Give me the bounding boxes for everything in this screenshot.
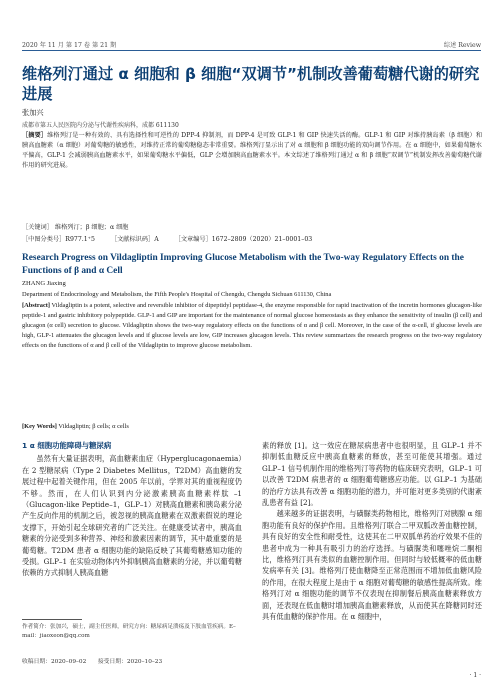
abstract [22, 131, 482, 221]
english-title: Research Progress on Vildagliptin Improving Glucose Metabolism with the Two-way Regulatory Effects on the Functions of β and α Cell [22, 253, 464, 276]
author-footnote: 作者简介：张加兴，硕士，副主任医师，研究方向：糖尿病足溃疡及下肢血管疾病。E–mail：jiaoxeon@qq.com [22, 624, 236, 639]
clc-number: ［中图分类号］R977.1⁺5 [22, 236, 95, 243]
footnote-rule [22, 619, 82, 620]
english-affiliation: Department of Endocrinology and Metabolism, the Fifth People's Hospital of Chengdu, Chengdu Sichuan 611130, China [22, 291, 332, 298]
article-type: 综述 Review [443, 42, 481, 49]
section-heading: 1 α 细胞功能障碍与糖尿病 [22, 441, 112, 450]
body-paragraph: 素的释放 [1]。这一效应在糖尿病患者中也很明显，且 GLP–1 并不抑制低血糖反应中胰高血糖素的释放，甚至可能使其增强。通过 GLP–1 信号机制作用的维格列汀等药物的临床研究表明，GLP–1 可以改善 T2DM 病患者的 α 细胞葡萄糖感应功能。以 GLP–1 为基础的治疗方法具有改善 α 细胞功能的潜力，并可能对更多类别的代谢紊乱患者有益 [2]。 越来越多的证据表明，与磺脲类药物相比，维格列汀对胰腺 α 细胞功能有良好的保护作用。且维格列汀联合二甲双胍改善血糖控制，具有良好的安全性和耐受性，这使其在二甲双胍单药治疗效果不佳的患者中成为一种具有吸引力的治疗选择。与磺脲类和噻唑烷二酮相比，维格列汀具有类似的血糖控制作用。但同时与较低概率的低血糖发病率有关 [3]。维格列汀使血糖降至正常范围而不增加低血糖风险的作用，在很大程度上是由于 α 细胞对葡萄糖的敏感性提高所致。维格列汀对 α 细胞功能的调节不仅表现在抑制餐后胰高血糖素释放方面，还表现在低血糖时增加胰高血糖素释放，从而使其在降糖同时还具有低血糖的保护作用。在 α 细胞中， [262, 441, 482, 622]
english-abstract-text: Vildagliptin is a potent, selective and reversible inhibitor of dipeptidyl peptidase-4, the enzyme responsible for rapid inactivation of the incretin hormones glucagon-like peptide-1 and gastric inhibitory polypeptide. GLP-1 and GIP are important for the maintenance of normal glucose homeostasis as they enhance the sensitivity of insulin (β cell) and glucagon (α cell) secretion to glucose. Vildagliptin shows the two-way regulatory effects on the functions of α and β cell. Moreover, in the case of the α-cell, if glucose levels are high, GLP-1 attenuates the glucagon levels and if glucose levels are low, GIP increases glucagon levels. This review summarizes the research progress on the two-way regulatory effects on the functions of α and β cell of the Vildagliptin to improve glucose metabolism. [22, 302, 482, 349]
abstract-label: ［摘要］ [22, 132, 48, 139]
classification-line [22, 234, 312, 243]
body-column-right [262, 440, 482, 670]
keywords [22, 222, 128, 231]
body-paragraph: 虽然有大量证据表明，高血糖素血症（Hyperglucagonaemia）在 2 型糖尿病（Type 2 Diabetes Mellitus，T2DM）高血糖的发展过程中起着关键作用，但在 2005 年以前，学界对其的重视程度仍不够。然而，在人们认识到内分泌激素胰高血糖素样肽 –1（Glucagon-like Peptide–1，GLP–1）对胰高血糖素和胰岛素分泌产生反向作用的机制之后，被忽视的胰高血糖素在双激素假说的理论支撑下，开始引起全球研究者的广泛关注。在健康受试者中，胰高血糖素的分泌受到多种营养、神经和激素因素的调节，其中最重要的是葡萄糖。T2DM 患者 α 细胞功能的缺陷反映了其葡萄糖感知功能的受损。GLP–1 在实验动物体内外抑制胰高血糖素的分泌，并以葡萄糖依赖的方式抑制人胰高血糖 [22, 454, 242, 578]
english-keywords [22, 423, 129, 430]
article-title: 维格列汀通过 α 细胞和 β 细胞“双调节”机制改善葡萄糖代谢的研究进展 [22, 65, 480, 103]
english-abstract [22, 301, 482, 419]
english-abstract-label: [Abstract] [22, 302, 51, 309]
document-code: ［文献标识码］A [110, 236, 159, 243]
keywords-label: ［关键词］ [22, 224, 53, 231]
author: 张加兴 [22, 108, 44, 117]
english-keywords-text: Vildagliptin; β cells; α cells [58, 423, 129, 430]
abstract-text: 维格列汀是一种有效的、具有选择性和可逆性的 DPP-4 抑制剂，而 DPP-4 是可致 GLP-1 和 GIP 快速失活的酶。GLP-1 和 GIP 对维持胰岛素（β 细胞）和胰高血糖素（α 细胞）对葡萄糖的敏感性，对维持正常的葡萄糖稳态非常重要。维格列汀显示出了对 α 细胞和 β 细胞功能的双向调节作用。在 α 细胞中，如果葡萄糖水平偏高，GLP-1 会减弱胰高血糖素水平，如果葡萄糖水平偏低，GLP 会增加胰高血糖素水平。本文综述了维格列汀通过 α 和 β 细胞“双调节”机制发挥改善葡萄糖代谢作用的研究进展。 [22, 132, 482, 170]
header-rule [22, 50, 481, 51]
running-header [22, 40, 481, 49]
english-author: ZHANG Jiaxing [22, 280, 66, 287]
article-number: ［文章编号］1672–2809（2020）21–0001–03 [174, 236, 313, 243]
keywords-text: 维格列汀；β 细胞；α 细胞 [54, 224, 129, 231]
journal-issue: 2020 年 11 月 第 17 卷 第 21 期 [22, 42, 117, 49]
english-keywords-label: [Key Words] [22, 423, 57, 430]
received-dates: 收稿日期：2020–09–02 接受日期：2020–10–23 [22, 659, 163, 665]
affiliation: 成都市第五人民医院内分泌与代谢性疾病科，成都 611130 [22, 122, 179, 129]
body-column-left [22, 440, 242, 616]
page-number: · 1 · [469, 672, 481, 679]
